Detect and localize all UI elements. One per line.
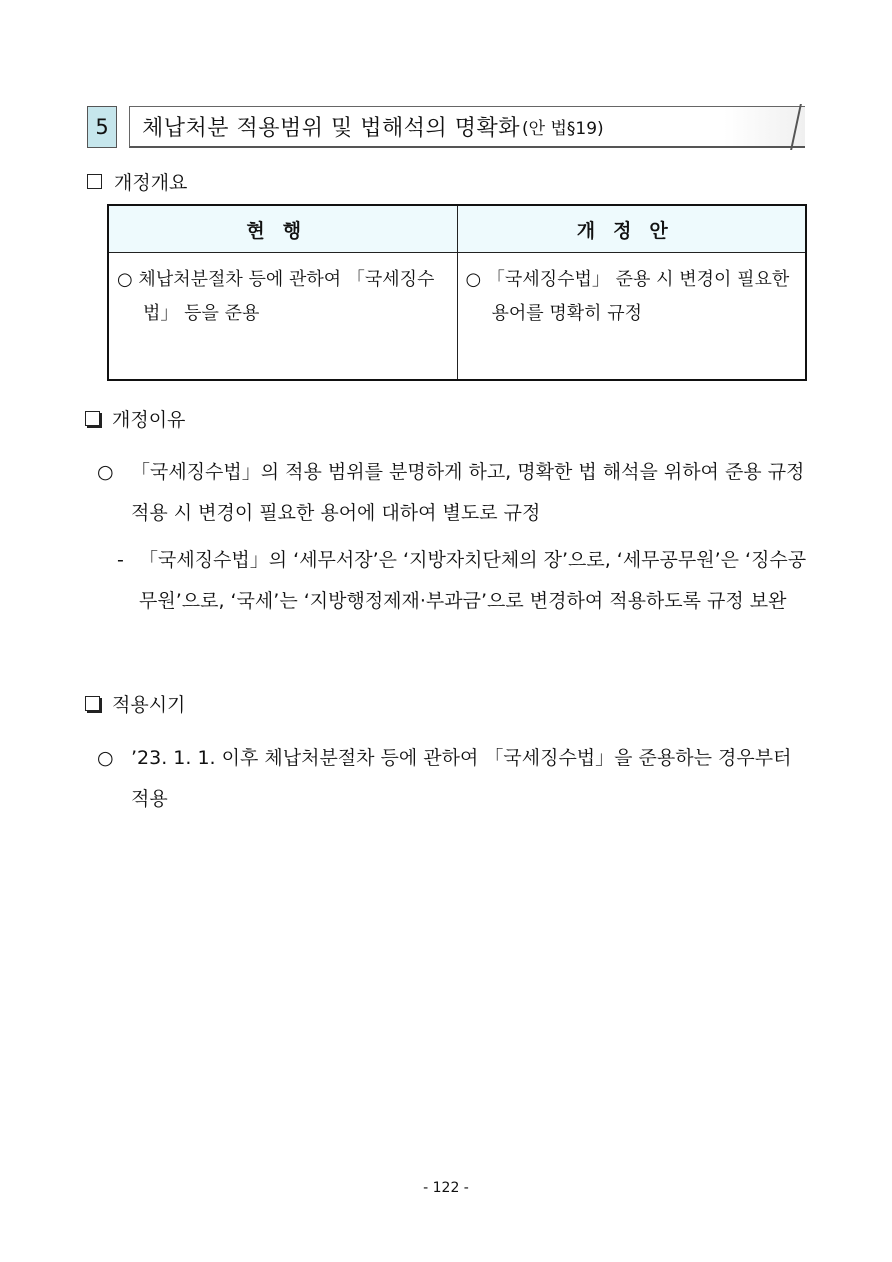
header-proposed: 개정안 <box>457 205 806 253</box>
table-row <box>108 253 806 381</box>
checkbox-icon <box>85 696 100 711</box>
header-current: 현행 <box>108 205 457 253</box>
timing-heading-text: 적용시기 <box>112 693 186 716</box>
checkbox-icon <box>85 411 100 426</box>
reason-bullet-text: 「국세징수법」의 적용 범위를 분명하게 하고, 명확한 법 해석을 위하여 준용 규정 적용 시 변경이 필요한 용어에 대하여 별도로 규정 <box>131 461 805 524</box>
section-title: 체납처분 적용범위 및 법해석의 명확화 <box>142 116 521 141</box>
page-number: - 122 - <box>423 1180 469 1196</box>
timing-heading <box>85 690 185 716</box>
reason-bullet <box>97 452 809 534</box>
section-title-box <box>129 106 805 148</box>
proposed-text: ○ 「국세징수법」 준용 시 변경이 필요한 용어를 명확히 규정 <box>465 269 790 324</box>
dash-bullet-icon: - <box>117 549 124 571</box>
current-text: ○ 체납처분절차 등에 관하여 「국세징수법」 등을 준용 <box>117 269 435 324</box>
timing-bullet <box>97 738 809 820</box>
table-header-row <box>108 205 806 253</box>
reason-heading-text: 개정이유 <box>112 408 186 431</box>
timing-bullet-text: ’23. 1. 1. 이후 체납처분절차 등에 관하여 「국세징수법」을 준용하는 경우부터 적용 <box>131 747 792 810</box>
overview-heading-text: 개정개요 <box>114 171 188 194</box>
cell-proposed <box>457 253 806 381</box>
section-number: 5 <box>87 106 117 148</box>
overview-heading <box>87 168 187 194</box>
reason-heading <box>85 405 185 431</box>
reason-dash-item <box>117 540 809 622</box>
comparison-table <box>107 204 807 381</box>
section-subtitle: (안 법§19) <box>522 119 604 139</box>
circle-bullet-icon: ○ <box>97 461 114 483</box>
checkbox-icon <box>87 174 102 189</box>
cell-current <box>108 253 457 381</box>
reason-dash-text: 「국세징수법」의 ‘세무서장’은 ‘지방자치단체의 장’으로, ‘세무공무원’은 ‘징수공무원’으로, ‘국세’는 ‘지방행정제재·부과금’으로 변경하여 적용하도록 규정 보완 <box>139 549 807 612</box>
circle-bullet-icon: ○ <box>97 747 114 769</box>
